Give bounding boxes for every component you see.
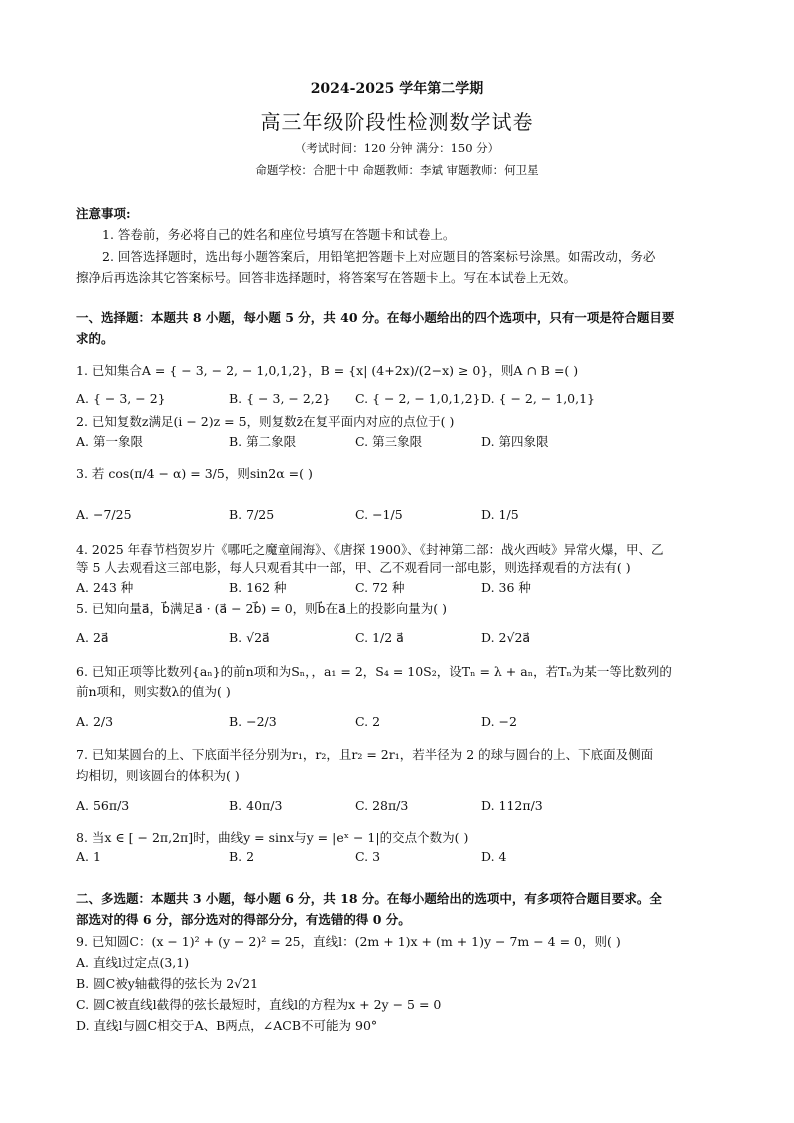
q4-option-d: D. 36 种 — [481, 580, 531, 595]
q7-line1: 7. 已知某圆台的上、下底面半径分别为r₁，r₂，且r₂ = 2r₁，若半径为 2 的球与圆台的上、下底面及侧面 — [76, 747, 654, 762]
q9-option-c: C. 圆C被直线l截得的弦长最短时，直线l的方程为x + 2y − 5 = 0 — [76, 997, 442, 1012]
q1-stem: 1. 已知集合A = { − 3, − 2, − 1,0,1,2}，B = {x| (4+2x)/(2−x) ≥ 0}，则A ∩ B =( ) — [76, 363, 579, 378]
q1-option-a: A. { − 3, − 2} — [76, 391, 166, 406]
q4-line2: 等 5 人去观看这三部电影，每人只观看其中一部，甲、乙不观看同一部电影，则选择观看的方法有( ) — [76, 560, 631, 575]
exam-term: 2024-2025 学年第二学期 — [310, 81, 484, 97]
q3-option-a: A. −7/25 — [76, 507, 132, 522]
q3-option-c: C. −1/5 — [355, 507, 403, 522]
notice-item-2a: 2. 回答选择题时，选出每小题答案后，用铅笔把答题卡上对应题目的答案标号涂黑。如需改动，务必 — [102, 249, 656, 264]
q7-option-b: B. 40π/3 — [229, 798, 283, 813]
q2-option-d: D. 第四象限 — [481, 434, 549, 449]
q5-option-d: D. 2√2a⃗ — [481, 630, 531, 645]
q9-option-a: A. 直线l过定点(3,1) — [76, 955, 190, 970]
q1-option-b: B. { − 3, − 2,2} — [229, 391, 331, 406]
q8-option-b: B. 2 — [229, 849, 255, 864]
q3-stem: 3. 若 cos(π/4 − α) = 3/5，则sin2α =( ) — [76, 466, 313, 481]
section2-line1: 二、多选题：本题共 3 小题，每小题 6 分，共 18 分。在每小题给出的选项中，有多项符合题目要求。全 — [76, 891, 662, 906]
q3-option-d: D. 1/5 — [481, 507, 519, 522]
q9-stem: 9. 已知圆C：(x − 1)² + (y − 2)² = 25，直线l：(2m + 1)x + (m + 1)y − 7m − 4 = 0，则( ) — [76, 934, 621, 949]
exam-info: （考试时间：120 分钟 满分：150 分） — [294, 141, 500, 155]
notice-item-2b: 擦净后再选涂其它答案标号。回答非选择题时，将答案写在答题卡上。写在本试卷上无效。 — [76, 270, 577, 285]
section2-line2: 部选对的得 6 分，部分选对的得部分分，有选错的得 0 分。 — [76, 912, 411, 927]
exam-authors: 命题学校：合肥十中 命题教师：李斌 审题教师：何卫星 — [255, 163, 539, 177]
q4-line1: 4. 2025 年春节档贺岁片《哪吒之魔童闹海》、《唐探 1900》、《封神第二部：战火西岐》异常火爆，甲、乙 — [76, 542, 664, 557]
q7-option-d: D. 112π/3 — [481, 798, 543, 813]
q6-line1: 6. 已知正项等比数列{aₙ}的前n项和为Sₙ，，a₁ = 2，S₄ = 10S₂，设Tₙ = λ + aₙ，若Tₙ为某一等比数列的 — [76, 664, 672, 679]
q6-option-b: B. −2/3 — [229, 714, 277, 729]
notice-heading: 注意事项: — [76, 206, 131, 221]
q4-option-b: B. 162 种 — [229, 580, 287, 595]
q5-option-b: B. √2a⃗ — [229, 630, 270, 645]
q5-option-a: A. 2a⃗ — [76, 630, 109, 645]
q1-option-c: C. { − 2, − 1,0,1,2} — [355, 391, 481, 406]
q8-option-c: C. 3 — [355, 849, 381, 864]
q3-option-b: B. 7/25 — [229, 507, 275, 522]
q2-option-a: A. 第一象限 — [76, 434, 143, 449]
notice-item-1: 1. 答卷前，务必将自己的姓名和座位号填写在答题卡和试卷上。 — [102, 227, 456, 242]
q2-option-c: C. 第三象限 — [355, 434, 423, 449]
q6-line2: 前n项和，则实数λ的值为( ) — [76, 684, 231, 699]
q8-option-d: D. 4 — [481, 849, 507, 864]
q8-stem: 8. 当x ∈ [ − 2π,2π]时，曲线y = sinx与y = |eˣ − 1|的交点个数为( ) — [76, 830, 469, 845]
q4-option-c: C. 72 种 — [355, 580, 405, 595]
q6-option-c: C. 2 — [355, 714, 381, 729]
section1-line2: 求的。 — [76, 331, 114, 346]
q7-line2: 均相切，则该圆台的体积为( ) — [76, 768, 240, 783]
q2-stem: 2. 已知复数z满足(i − 2)z = 5，则复数z̄在复平面内对应的点位于( ) — [76, 414, 455, 429]
q5-option-c: C. 1/2 a⃗ — [355, 630, 404, 645]
q6-option-d: D. −2 — [481, 714, 517, 729]
q7-option-c: C. 28π/3 — [355, 798, 409, 813]
q9-option-b: B. 圆C被y轴截得的弦长为 2√21 — [76, 976, 259, 991]
q2-option-b: B. 第二象限 — [229, 434, 297, 449]
q9-option-d: D. 直线l与圆C相交于A、B两点，∠ACB不可能为 90° — [76, 1018, 378, 1033]
q7-option-a: A. 56π/3 — [76, 798, 130, 813]
q6-option-a: A. 2/3 — [76, 714, 114, 729]
q5-stem: 5. 已知向量a⃗，b⃗满足a⃗ · (a⃗ − 2b⃗) = 0，则b⃗在a⃗上的投影向量为( ) — [76, 601, 447, 616]
exam-title: 高三年级阶段性检测数学试卷 — [260, 110, 534, 134]
section1-line1: 一、选择题：本题共 8 小题，每小题 5 分，共 40 分。在每小题给出的四个选项中，只有一项是符合题目要 — [76, 310, 675, 325]
q4-option-a: A. 243 种 — [76, 580, 134, 595]
q1-option-d: D. { − 2, − 1,0,1} — [481, 391, 596, 406]
q8-option-a: A. 1 — [76, 849, 101, 864]
